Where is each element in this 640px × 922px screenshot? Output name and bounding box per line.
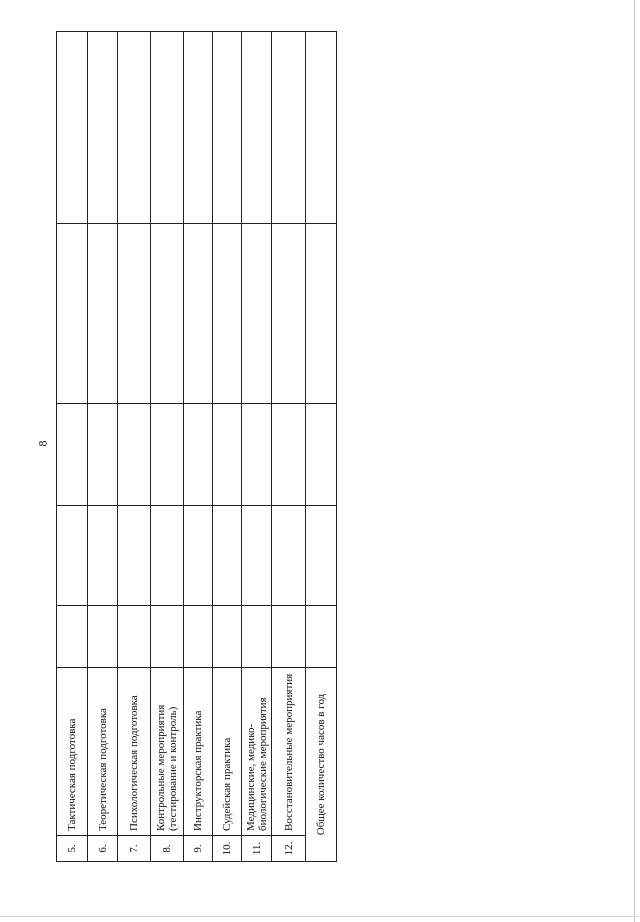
total-label: Общее количество часов в год xyxy=(306,668,337,862)
table-row xyxy=(213,32,242,862)
table-cell xyxy=(151,606,184,668)
table-cell xyxy=(88,224,118,404)
table-cell xyxy=(272,404,306,506)
table-cell xyxy=(184,606,213,668)
row-label: Тактическая подготовка xyxy=(57,668,88,836)
table-cell xyxy=(272,606,306,668)
row-label: Инструкторская практика xyxy=(184,668,213,836)
table-cell xyxy=(118,506,151,606)
table-row xyxy=(151,32,184,862)
training-plan-table xyxy=(56,32,336,862)
table-cell xyxy=(306,32,337,224)
table-row xyxy=(57,32,88,862)
table-cell xyxy=(57,32,88,224)
table-row xyxy=(184,32,213,862)
table-cell xyxy=(213,404,242,506)
row-number: 5. xyxy=(57,836,88,862)
table-cell xyxy=(306,224,337,404)
scan-edge-right xyxy=(634,0,635,922)
table-row xyxy=(88,32,118,862)
table-cell xyxy=(242,506,272,606)
table-cell xyxy=(242,404,272,506)
table-cell xyxy=(213,32,242,224)
table-cell xyxy=(213,606,242,668)
table-row xyxy=(118,32,151,862)
table-cell xyxy=(88,32,118,224)
row-number: 9. xyxy=(184,836,213,862)
table-cell xyxy=(242,32,272,224)
table-cell xyxy=(88,606,118,668)
table-row xyxy=(306,32,337,862)
row-label: Судейская практика xyxy=(213,668,242,836)
table-cell xyxy=(272,506,306,606)
table-cell xyxy=(118,32,151,224)
table-cell xyxy=(272,32,306,224)
page-number: 8 xyxy=(35,440,50,447)
table-cell xyxy=(151,404,184,506)
row-label: Теоретическая подготовка xyxy=(88,668,118,836)
row-label: Контрольные мероприятия (тестирование и контроль) xyxy=(151,668,184,836)
scan-edge-bottom xyxy=(0,916,640,917)
table-cell xyxy=(88,506,118,606)
table-cell xyxy=(242,606,272,668)
table-cell xyxy=(306,606,337,668)
table-cell xyxy=(151,32,184,224)
row-number: 10. xyxy=(213,836,242,862)
table-cell xyxy=(213,224,242,404)
table-cell xyxy=(118,224,151,404)
table-cell xyxy=(57,404,88,506)
table-cell xyxy=(306,506,337,606)
table-cell xyxy=(306,404,337,506)
table-cell xyxy=(184,404,213,506)
table-cell xyxy=(184,224,213,404)
table-cell xyxy=(118,404,151,506)
table-cell xyxy=(151,506,184,606)
table-cell xyxy=(88,404,118,506)
table-cell xyxy=(213,506,242,606)
row-label: Восстановительные мероприятия xyxy=(272,668,306,836)
table-cell xyxy=(242,224,272,404)
row-number: 11. xyxy=(242,836,272,862)
row-number: 8. xyxy=(151,836,184,862)
row-number: 7. xyxy=(118,836,151,862)
table-cell xyxy=(184,506,213,606)
table-row xyxy=(242,32,272,862)
row-number: 12. xyxy=(272,836,306,862)
table-cell xyxy=(272,224,306,404)
row-number: 6. xyxy=(88,836,118,862)
row-label: Медицинские, медико-биологические мероприятия xyxy=(242,668,272,836)
row-label: Психологическая подготовка xyxy=(118,668,151,836)
table-cell xyxy=(151,224,184,404)
table-cell xyxy=(57,606,88,668)
table-cell xyxy=(57,224,88,404)
table-cell xyxy=(118,606,151,668)
table-cell xyxy=(184,32,213,224)
table-row xyxy=(272,32,306,862)
table-cell xyxy=(57,506,88,606)
